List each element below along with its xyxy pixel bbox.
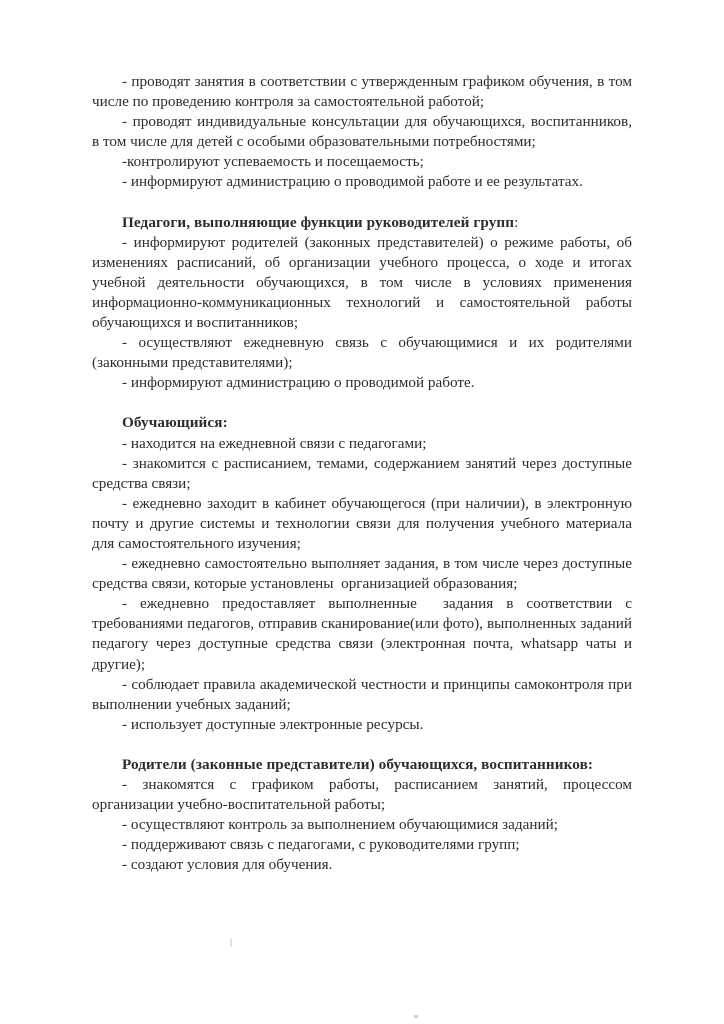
section-group-leaders — [92, 213, 636, 394]
paragraph: - ежедневно предоставляет выполненные задания в соответствии с требованиями педагогов, отправив сканирование(или фото), выполненных заданий педагогу через доступные средства связи (электронная почта, whatsapp чаты и другие); — [92, 595, 636, 673]
paragraph: - осуществляют контроль за выполнением обучающимися заданий; — [122, 816, 558, 834]
paragraph: - находится на ежедневной связи с педагогами; — [122, 434, 427, 452]
paragraph: - осуществляют ежедневную связь с обучающимися и их родителями (законными представителями); — [92, 334, 636, 372]
paragraph: -контролируют успеваемость и посещаемость; — [122, 153, 424, 171]
paragraph-gap — [92, 393, 632, 413]
paragraph: - создают условия для обучения. — [122, 856, 333, 874]
paragraph: - информируют администрацию о проводимой работе и ее результатах. — [122, 173, 583, 191]
paragraph-gap — [92, 193, 632, 213]
section-parents — [92, 755, 636, 876]
section-heading-text: Родители (законные представители) обучающихся, воспитанников: — [122, 755, 594, 773]
section-heading-text: Обучающийся: — [122, 414, 228, 432]
paragraph: - ежедневно самостоятельно выполняет задания, в том числе через доступные средства связи, которые установлены организацией образования; — [92, 555, 636, 593]
paragraph: - проводят индивидуальные консультации для обучающихся, воспитанников, в том числе для детей с особыми образовательными потребностями; — [92, 113, 636, 151]
section-heading-group-leaders — [92, 213, 632, 233]
section-teachers-continued — [92, 72, 636, 193]
section-heading-colon: : — [514, 213, 519, 231]
scan-artifact — [230, 938, 232, 947]
paragraph-gap — [92, 735, 632, 755]
paragraph: - ежедневно заходит в кабинет обучающегося (при наличии), в электронную почту и другие системы и технологии связи для получения учебного материала для самостоятельного изучения; — [92, 494, 636, 552]
paragraph: - информируют администрацию о проводимой работе. — [122, 374, 475, 392]
document-text-column — [92, 72, 636, 875]
section-heading-student — [92, 413, 632, 433]
scan-artifact — [414, 1015, 418, 1018]
paragraph: - знакомятся с графиком работы, расписанием занятий, процессом организации учебно-воспитательной работы; — [92, 776, 636, 814]
paragraph: - соблюдает правила академической честности и принципы самоконтроля при выполнении учебных заданий; — [92, 675, 636, 713]
section-heading-text: Педагоги, выполняющие функции руководителей групп — [122, 213, 515, 231]
paragraph: - использует доступные электронные ресурсы. — [122, 715, 424, 733]
paragraph: - поддерживают связь с педагогами, с руководителями групп; — [122, 836, 520, 854]
section-student — [92, 413, 636, 735]
paragraph: - знакомится с расписанием, темами, содержанием занятий через доступные средства связи; — [92, 454, 636, 492]
section-heading-parents — [92, 755, 632, 775]
paragraph: - проводят занятия в соответствии с утвержденным графиком обучения, в том числе по проведению контроля за самостоятельной работой; — [92, 73, 636, 111]
paragraph: - информируют родителей (законных представителей) о режиме работы, об изменениях расписаний, об организации учебного процесса, о ходе и итогах учебной деятельности обучающихся, в том числе в условиях применения информационно-коммуникационных технологий и самостоятельной работы обучающихся и воспитанников; — [92, 233, 636, 332]
